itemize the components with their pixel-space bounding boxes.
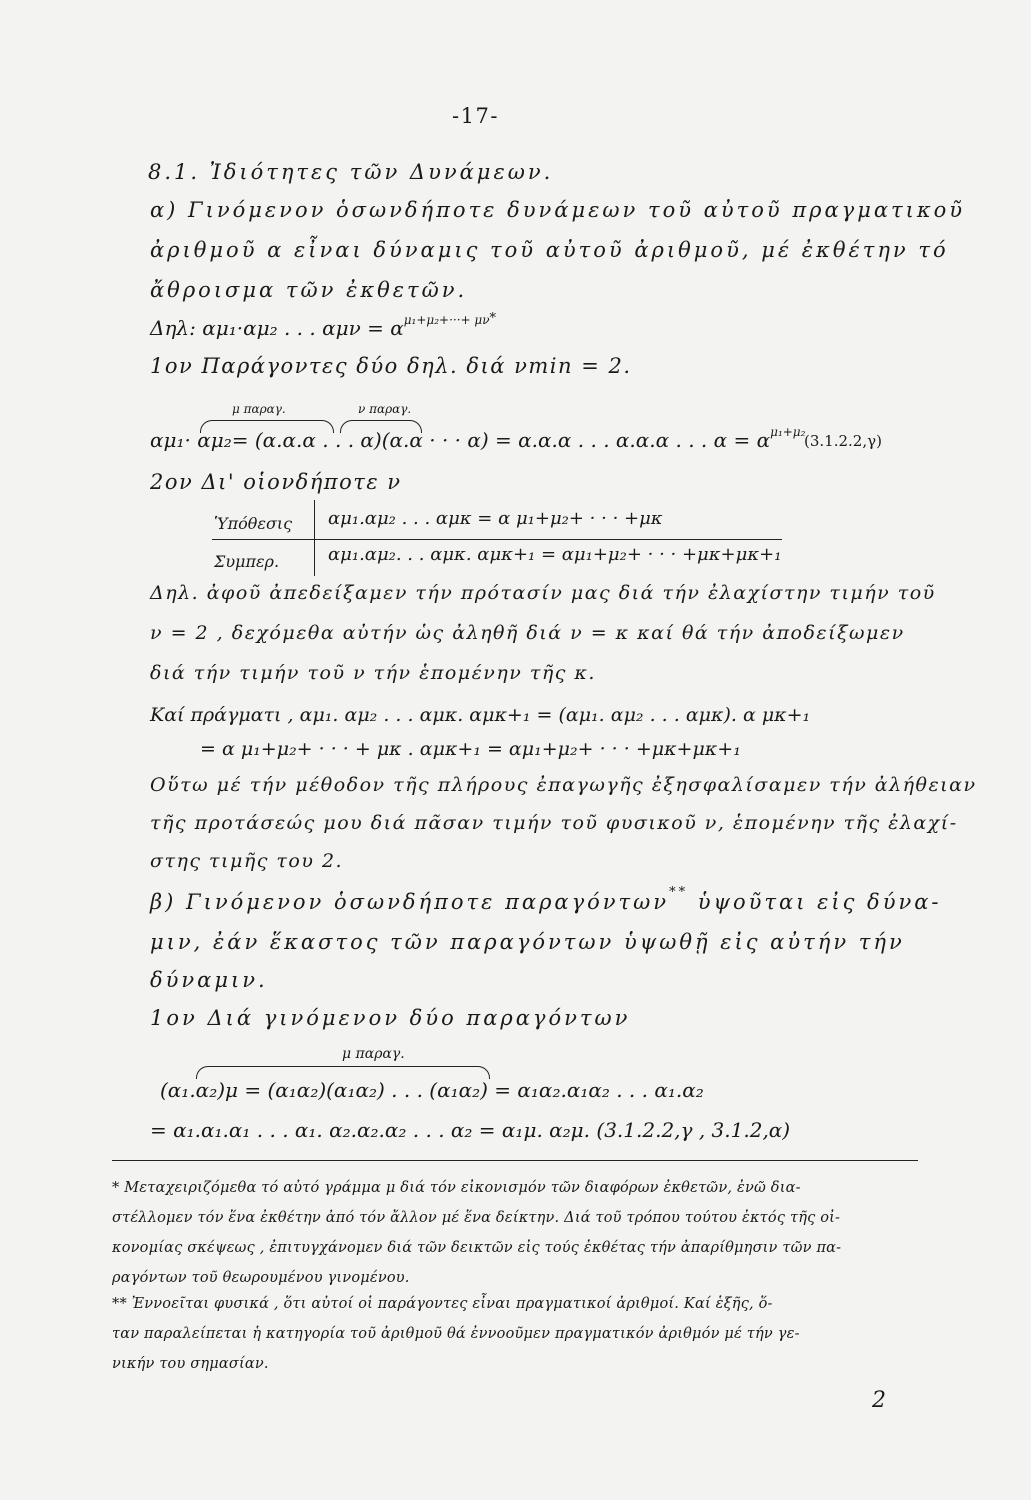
kai-pragmati-line-2: = α μ₁+μ₂+ · · · + μκ . αμκ+₁ = αμ₁+μ₂+ · · · +μκ+μκ+₁ (200, 738, 741, 760)
formula-lhs: αμ₁·αμ₂ . . . αμν = α (202, 316, 404, 340)
prop-a-case-1: 1ον Παράγοντες δύο δηλ. διά νmin = 2. (150, 354, 632, 378)
prop-b-line-1-rest: ὑψοῦται εἰς δύνα- (697, 890, 942, 914)
footnote-2-line-1: ** Ἐννοεῖται φυσικά , ὅτι αὐτοί οἱ παράγοντες εἶναι πραγματικοί ἀριθμοί. Καί ἑξῆς, ὅ- (112, 1296, 773, 1312)
brace-label-nu: ν παραγ. (358, 402, 412, 416)
footnote-1-line-4: ραγόντων τοῦ θεωρουμένου γινομένου. (112, 1270, 410, 1286)
footnote-2-line-2: ταν παραλείπεται ἡ κατηγορία τοῦ ἀριθμοῦ θά ἐννοοῦμεν πραγματικόν ἀριθμόν μέ τήν γε- (112, 1326, 800, 1342)
proof-line-2: ν = 2 , δεχόμεθα αὐτήν ὡς ἀληθῆ διά ν = κ καί θά τήν ἀποδείξωμεν (150, 622, 905, 644)
proof-line-1: Δηλ. ἀφοῦ ἀπεδείξαμεν τήν πρότασίν μας διά τήν ἐλαχίστην τιμήν τοῦ (150, 582, 936, 604)
footnote-double-star-mark: ** (669, 885, 689, 900)
hypothesis-divider (212, 539, 782, 540)
page-number-bottom: 2 (872, 1388, 888, 1413)
footnote-1-line-3: κονομίας σκέψεως , ἐπιτυγχάνομεν διά τῶν δεικτῶν εἰς τούς ἐκθέτας τήν ἀπαρίθμησιν τῶν πα- (112, 1240, 842, 1256)
prop-a-line-3: ἄθροισμα τῶν ἐκθετῶν. (150, 278, 468, 302)
page-number-top: -17- (452, 104, 499, 128)
prop-b-line-1-text: β) Γινόμενον ὁσωνδήποτε παραγόντων (150, 890, 670, 914)
dil-label: Δηλ: (150, 316, 196, 340)
prop-a-formula (150, 311, 496, 340)
hypothesis-label: Ὑπόθεσις (214, 514, 293, 533)
prop-a-line-1: α) Γινόμενον ὁσωνδήποτε δυνάμεων τοῦ αὐτοῦ πραγματικοῦ (150, 198, 966, 222)
footnote-star-mark: * (489, 311, 496, 326)
eq-main-exponent: μ₁+μ₂ (770, 425, 806, 439)
prop-b-line-3: δύναμιν. (150, 968, 268, 992)
proof-line-3: διά τήν τιμήν τοῦ ν τήν ἑπομένην τῆς κ. (150, 662, 596, 684)
conclusion-formula: αμ₁.αμ₂. . . αμκ. αμκ+₁ = αμ₁+μ₂+ · · · +μκ+μκ+₁ (328, 544, 782, 565)
eq-main: αμ₁· αμ₂= (α.α.α . . . α)(α.α · · · α) = α.α.α . . . α.α.α . . . α = α (150, 428, 771, 452)
outo-line-3: στης τιμῆς του 2. (150, 850, 344, 872)
hypothesis-formula: αμ₁.αμ₂ . . . αμκ = α μ₁+μ₂+ · · · +μκ (328, 508, 663, 529)
footnote-1-line-2: στέλλομεν τόν ἕνα ἐκθέτην ἀπό τόν ἄλλον μέ ἕνα δείκτην. Διά τοῦ τρόπου τούτου ἐκτός τῆς οἰ- (112, 1210, 841, 1226)
prop-b-case-1: 1ον Διά γινόμενον δύο παραγόντων (150, 1006, 631, 1030)
outo-line-1: Οὕτω μέ τήν μέθοδον τῆς πλήρους ἐπαγωγῆς ἐξησφαλίσαμεν τήν ἀλήθειαν (150, 774, 977, 796)
prop-a-main-equation (150, 425, 806, 452)
prop-b-equation-1: (α₁.α₂)μ = (α₁α₂)(α₁α₂) . . . (α₁α₂) = α₁α₂.α₁α₂ . . . α₁.α₂ (160, 1078, 704, 1102)
prop-b-equation-2: = α₁.α₁.α₁ . . . α₁. α₂.α₂.α₂ . . . α₂ = α₁μ. α₂μ. (3.1.2.2,γ , 3.1.2,α) (150, 1118, 791, 1142)
conclusion-label: Συμπερ. (214, 552, 280, 571)
footnote-1-line-1: * Μεταχειριζόμεθα τό αὐτό γράμμα μ διά τόν εἰκονισμόν τῶν διαφόρων ἐκθετῶν, ἐνῶ δια- (112, 1180, 801, 1196)
brace-label-mu: μ παραγ. (232, 402, 286, 416)
footnote-separator (112, 1160, 918, 1161)
formula-exponent: μ₁+μ₂+···+ μν (403, 313, 490, 327)
prop-a-line-2: ἀριθμοῦ α εἶναι δύναμις τοῦ αὐτοῦ ἀριθμοῦ, μέ ἐκθέτην τό (150, 238, 949, 262)
kai-pragmati-line: Καί πράγματι , αμ₁. αμ₂ . . . αμκ. αμκ+₁ = (αμ₁. αμ₂ . . . αμκ). α μκ+₁ (150, 704, 811, 726)
hypothesis-vertical-rule (314, 500, 315, 576)
prop-a-case-2: 2ον Δι' οἱονδήποτε ν (150, 470, 402, 494)
footnote-2-line-3: νικήν του σημασίαν. (112, 1356, 269, 1372)
eq-reference: (3.1.2.2,γ) (804, 432, 882, 450)
section-title: 8.1. Ἰδιότητες τῶν Δυνάμεων. (148, 160, 554, 184)
prop-b-line-2: μιν, ἐάν ἕκαστος τῶν παραγόντων ὑψωθῇ εἰς αὐτήν τήν (150, 930, 905, 954)
outo-line-2: τῆς προτάσεώς μου διά πᾶσαν τιμήν τοῦ φυσικοῦ ν, ἑπομένην τῆς ἐλαχί- (150, 812, 958, 834)
prop-b-line-1 (150, 885, 942, 914)
prop-b-brace-label: μ παραγ. (342, 1046, 405, 1062)
